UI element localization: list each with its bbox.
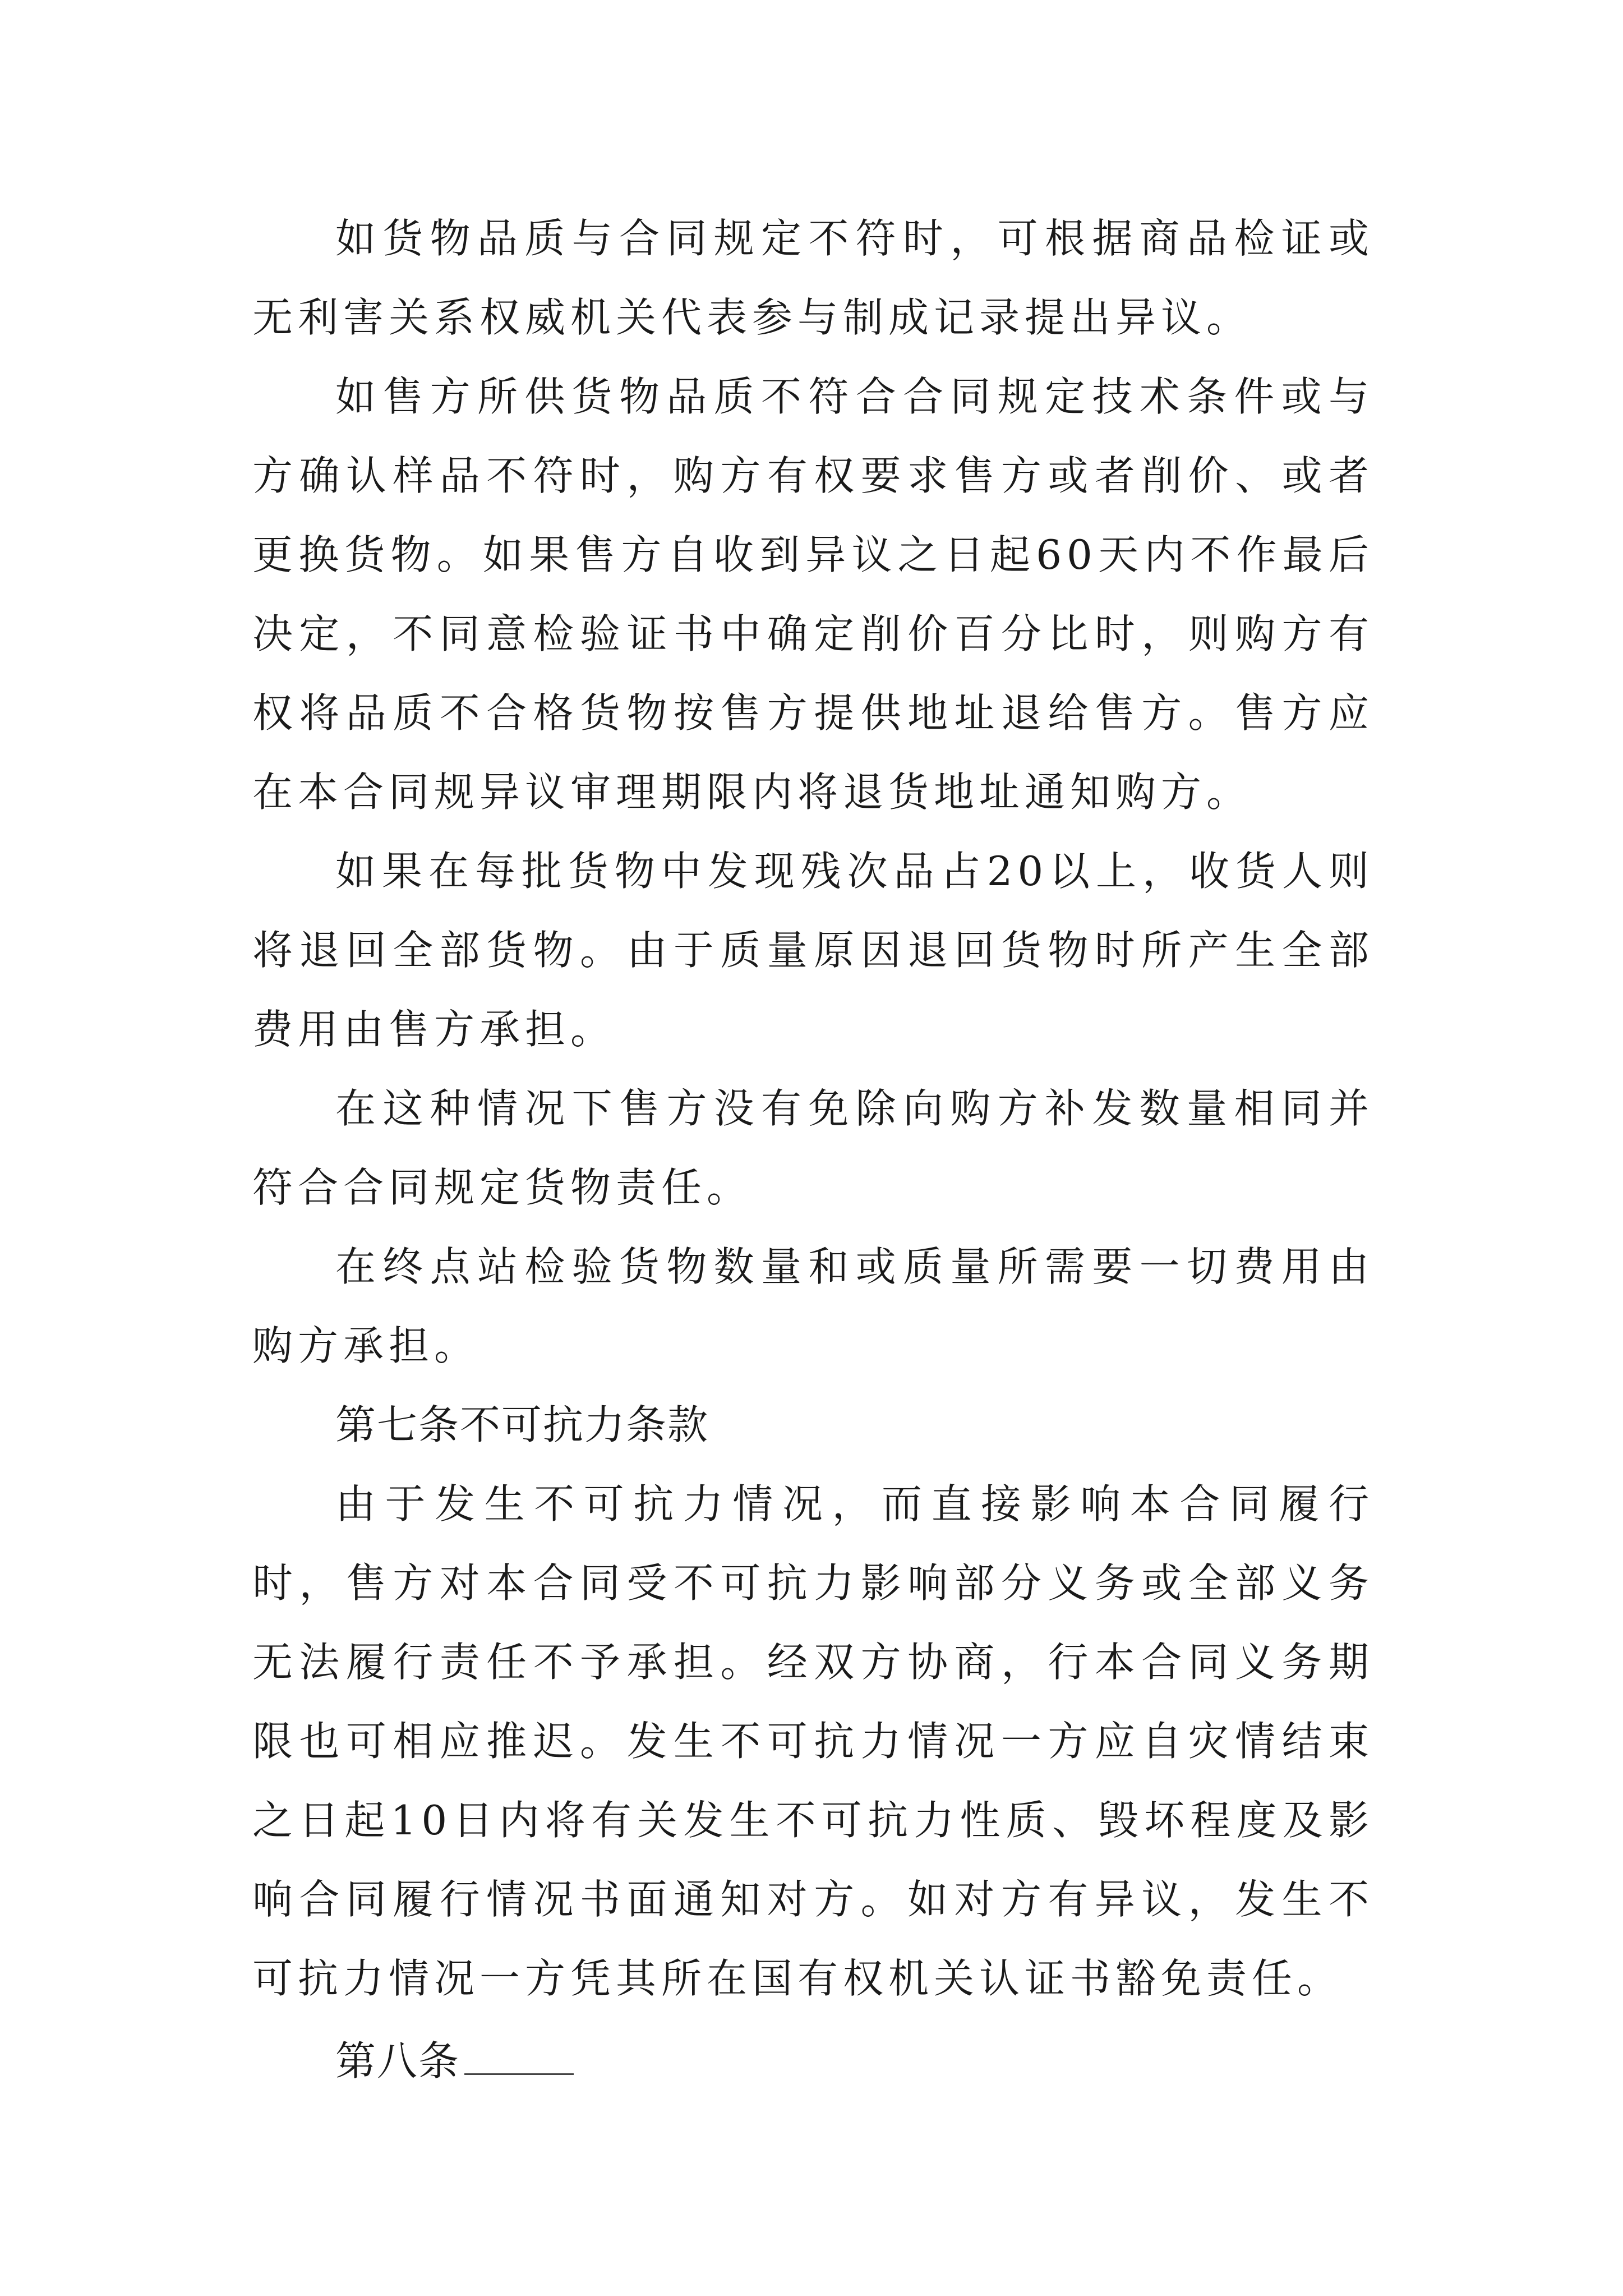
document-page — [252, 199, 1374, 2101]
paragraph-defective-return: 如果在每批货物中发现残次品占20以上，收货人则将退回全部货物。由于质量原因退回货物时所产生全部费用由售方承担。 — [252, 848, 1374, 1053]
article-8-heading: 第八条 — [335, 2037, 460, 2085]
fill-in-blank — [464, 2036, 574, 2075]
paragraph-inspection-costs: 在终点站检验货物数量和或质量所需要一切费用由购方承担。 — [252, 1243, 1374, 1369]
paragraph-quality-objection: 如货物品质与合同规定不符时，可根据商品检证或无利害关系权威机关代表参与制成记录提出异议。 — [252, 215, 1374, 341]
paragraph-seller-quality-remedy: 如售方所供货物品质不符合合同规定技术条件或与方确认样品不符时，购方有权要求售方或者削价、或者更换货物。如果售方自收到异议之日起60天内不作最后决定，不同意检验证书中确定削价百分比时，则购方有权将品质不合格货物按售方提供地址退给售方。售方应在本合同规异议审理期限内将退货地址通知购方。 — [252, 373, 1374, 816]
article-7-paragraph: 由于发生不可抗力情况，而直接影响本合同履行时，售方对本合同受不可抗力影响部分义务或全部义务无法履行责任不予承担。经双方协商，行本合同义务期限也可相应推迟。发生不可抗力情况一方应自灾情结束之日起10日内将有关发生不可抗力性质、毁坏程度及影响合同履行情况书面通知对方。如对方有异议，发生不可抗力情况一方凭其所在国有权机关认证书豁免责任。 — [252, 1480, 1374, 2002]
paragraph-seller-liability: 在这种情况下售方没有免除向购方补发数量相同并符合合同规定货物责任。 — [252, 1085, 1374, 1211]
article-8-line — [252, 2022, 1374, 2101]
article-7-heading: 第七条不可抗力条款 — [335, 1401, 709, 1448]
